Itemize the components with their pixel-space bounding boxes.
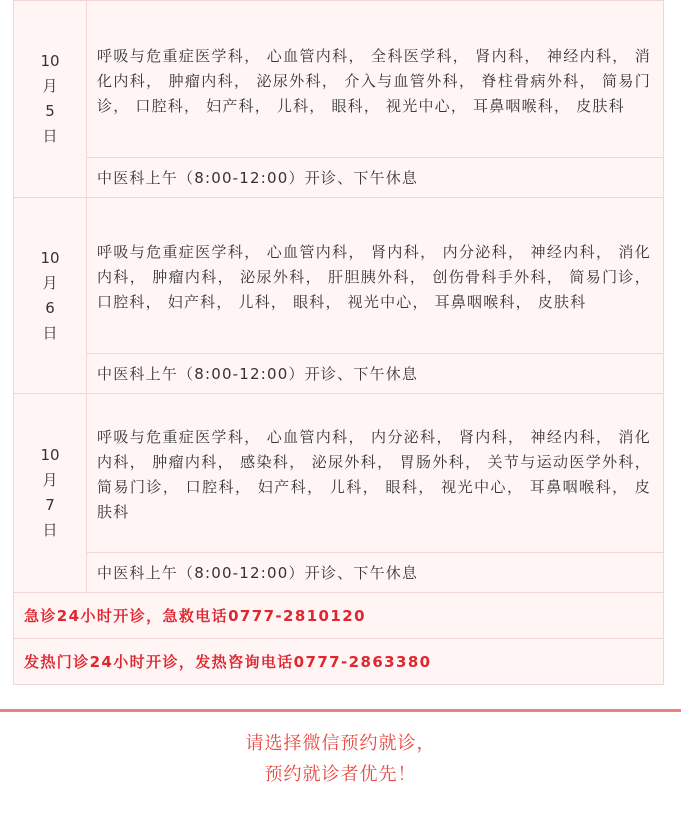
date-month-char: 月 bbox=[42, 273, 58, 292]
date-day-char: 日 bbox=[42, 127, 58, 145]
date-day-num: 6 bbox=[45, 298, 55, 317]
table-row bbox=[14, 354, 664, 394]
table-row bbox=[14, 198, 664, 354]
section-divider bbox=[0, 709, 681, 712]
departments-cell: 呼吸与危重症医学科， 心血管内科， 内分泌科， 肾内科， 神经内科， 消化内科， 肿瘤内科， 感染科， 泌尿外科， 胃肠外科， 关节与运动医学外科， 简易门诊， 口腔科， 妇产科， 儿科， 眼科， 视光中心， 耳鼻咽喉科， 皮肤科 bbox=[87, 394, 664, 553]
tcm-hours-cell: 中医科上午（8:00-12:00）开诊、下午休息 bbox=[87, 553, 664, 593]
schedule-table bbox=[13, 0, 664, 685]
date-day-char: 日 bbox=[42, 323, 58, 342]
date-day-char: 日 bbox=[42, 521, 58, 539]
departments-cell: 呼吸与危重症医学科， 心血管内科， 肾内科， 内分泌科， 神经内科， 消化内科， 肿瘤内科， 泌尿外科， 肝胆胰外科， 创伤骨科手外科， 简易门诊， 口腔科， 妇产科， 儿科， 眼科， 视光中心， 耳鼻咽喉科， 皮肤科 bbox=[87, 198, 664, 354]
schedule-table-container bbox=[13, 0, 664, 685]
fever-clinic-notice: 发热门诊24小时开诊，发热咨询电话0777-2863380 bbox=[14, 639, 664, 685]
date-cell bbox=[14, 198, 87, 394]
date-day-num: 5 bbox=[45, 102, 55, 120]
date-month-char: 月 bbox=[42, 471, 58, 489]
date-month-num: 10 bbox=[40, 52, 60, 70]
date-month-num: 10 bbox=[40, 248, 60, 267]
tcm-hours-cell: 中医科上午（8:00-12:00）开诊、下午休息 bbox=[87, 158, 664, 198]
tcm-hours-cell: 中医科上午（8:00-12:00）开诊、下午休息 bbox=[87, 354, 664, 394]
date-cell bbox=[14, 394, 87, 593]
table-row bbox=[14, 639, 664, 685]
table-row bbox=[14, 158, 664, 198]
date-cell bbox=[14, 1, 87, 198]
footer-line-1: 请选择微信预约就诊， bbox=[245, 733, 436, 754]
emergency-notice: 急诊24小时开诊，急救电话0777-2810120 bbox=[14, 593, 664, 639]
footer-line-2: 预约就诊者优先！ bbox=[264, 764, 417, 785]
date-month-num: 10 bbox=[40, 446, 60, 464]
footer-message bbox=[0, 728, 681, 790]
table-row bbox=[14, 553, 664, 593]
date-month-char: 月 bbox=[42, 77, 58, 95]
table-row bbox=[14, 394, 664, 553]
date-day-num: 7 bbox=[45, 496, 55, 514]
departments-cell: 呼吸与危重症医学科， 心血管内科， 全科医学科， 肾内科， 神经内科， 消化内科， 肿瘤内科， 泌尿外科， 介入与血管外科， 脊柱骨病外科， 简易门诊， 口腔科， 妇产科， 儿科， 眼科， 视光中心， 耳鼻咽喉科， 皮肤科 bbox=[87, 1, 664, 158]
table-row bbox=[14, 593, 664, 639]
table-row bbox=[14, 1, 664, 158]
